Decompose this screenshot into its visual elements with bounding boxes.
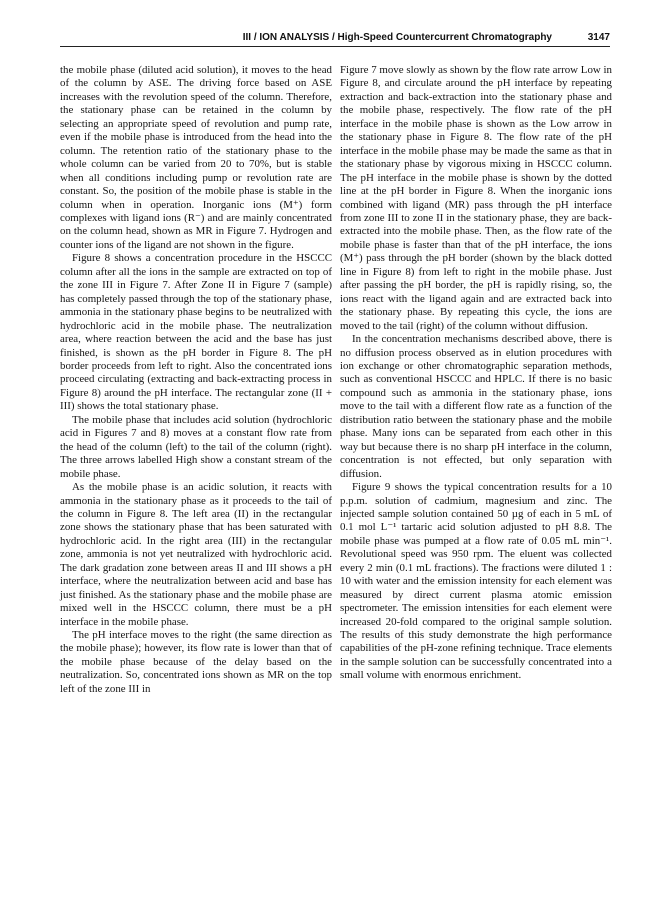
running-header-title: III / ION ANALYSIS / High-Speed Countercurrent Chromatography (242, 32, 552, 43)
paragraph: The pH interface moves to the right (the same direction as the mobile phase); however, its flow rate is lower than that of the mobile phase because of the delay based on the neutralization. So, concentrated ions shown as MR on the top left of the zone III in (60, 629, 332, 695)
right-column (340, 64, 612, 683)
paragraph: the mobile phase (diluted acid solution), it moves to the head of the column by ASE. The driving force based on ASE increases with the revolution speed of the column. Therefore, the stationary phase can be retained in the column by selecting an appropriate speed of revolution and pump rate, even if the mobile phase is introduced from the head into the column. The retention ratio of the stationary phase to the whole column can be varied from 20 to 70%, but is stable when all conditions including pump or revolution rate are constant. So, the position of the mobile phase is stable in the column when in operation. Inorganic ions (M⁺) form complexes with ligand ions (R⁻) and are mainly concentrated on the column head, shown as MR in Figure 7. Hydrogen and counter ions of the ligand are not shown in the figure. (60, 64, 332, 251)
paragraph: Figure 9 shows the typical concentration results for a 10 p.p.m. solution of cadmium, magnesium and zinc. The injected sample solution contained 50 µg of each in 5 mL of 0.1 mol L⁻¹ tartaric acid solution adjusted to pH 8.8. The mobile phase was pumped at a flow rate of 0.05 mL min⁻¹. Revolutional speed was 950 rpm. The eluent was collected every 2 min (0.1 mL fractions). The fractions were diluted 1 : 10 with water and the emission intensity for each element was measured by direct current plasma atomic emission spectrometer. The emission intensities for each element were increased 20-fold compared to the original sample solution. The results of this study demonstrate the high performance capabilities of the pH-zone refining technique. Trace elements in the sample solution can be successfully concentrated into a small volume with enormous enrichment. (340, 481, 612, 682)
paragraph: As the mobile phase is an acidic solution, it reacts with ammonia in the stationary phase as it proceeds to the tail of the column in Figure 8. The left area (II) in the rectangular zone shows the stationary phase that has been saturated with hydrochloric acid. In the right area (III) in the rectangular zone, ammonia is not yet neutralized with hydrochloric acid. The dark gradation zone between areas II and III shows a pH interface, where the neutralization between acid and base has just finished. As the stationary phase and the mobile phase are mixed well in the HSCCC column, there must be a pH interface in the mobile phase. (60, 481, 332, 628)
page-number: 3147 (587, 32, 610, 43)
paragraph: The mobile phase that includes acid solution (hydrochloric acid in Figures 7 and 8) moves at a constant flow rate from the head of the column (left) to the tail of the column (right). The three arrows labelled High show a constant stream of the mobile phase. (60, 413, 332, 480)
running-header (60, 30, 610, 47)
paragraph: Figure 8 shows a concentration procedure in the HSCCC column after all the ions in the sample are extracted on top of the zone III in Figure 7. After Zone II in Figure 7 (sample) has completely passed through the top of the stationary phase, ammonia in the stationary phase begins to be neutralized with hydrochloric acid in the mobile phase. The neutralization area, where reaction between the acid and the base has just finished, is shown as the pH border in Figure 8. The pH border proceeds from left to right. Also the concentrated ions proceed circulating (extracting and back-extracting process in Figure 8) around the pH interface. The rectangular zone (II + III) shows the total stationary phase. (60, 252, 332, 413)
paragraph: Figure 7 move slowly as shown by the flow rate arrow Low in Figure 8, and circulate around the pH interface by repeating extraction and back-extraction into the stationary phase and the mobile phase, respectively. The flow rate of the pH interface in the mobile phase is shown as the Low arrow in the stationary phase in Figure 8. The flow rate of the pH interface in the mobile phase may be made the same as that in the stationary phase by vigorous mixing in HSCCC column. The pH interface in the mobile phase is shown by the dotted line at the pH border in Figure 8. When the inorganic ions combined with ligand (MR) pass through the pH interface from zone III to zone II in the stationary phase, they are back-extracted into the mobile phase. Then, as the flow rate of the mobile phase is faster than that of the pH interface, the ions (M⁺) pass through the pH border (shown by the black dotted line in Figure 8) from left to right in the mobile phase. Just after passing the pH border, the pH is rapidly rising, so, the ions react with the ligand again and are extracted back into the stationary phase. By repeating this cycle, the ions are moved to the tail (right) of the column without diffusion. (340, 64, 612, 332)
paragraph: In the concentration mechanisms described above, there is no diffusion process observed as in elution procedures with ion exchange or other chromatographic separation methods, such as conventional HSCCC and HPLC. If there is no basic compound such as ammonia in the stationary phase, ions move to the tail with a different flow rate as a function of the distribution ratio between the stationary phase and the mobile phase. Many ions can be separated from each other in this way but because there is no sharp pH interface in the column, concentration is not effected, but only separation with diffusion. (340, 333, 612, 480)
left-column (60, 64, 332, 696)
